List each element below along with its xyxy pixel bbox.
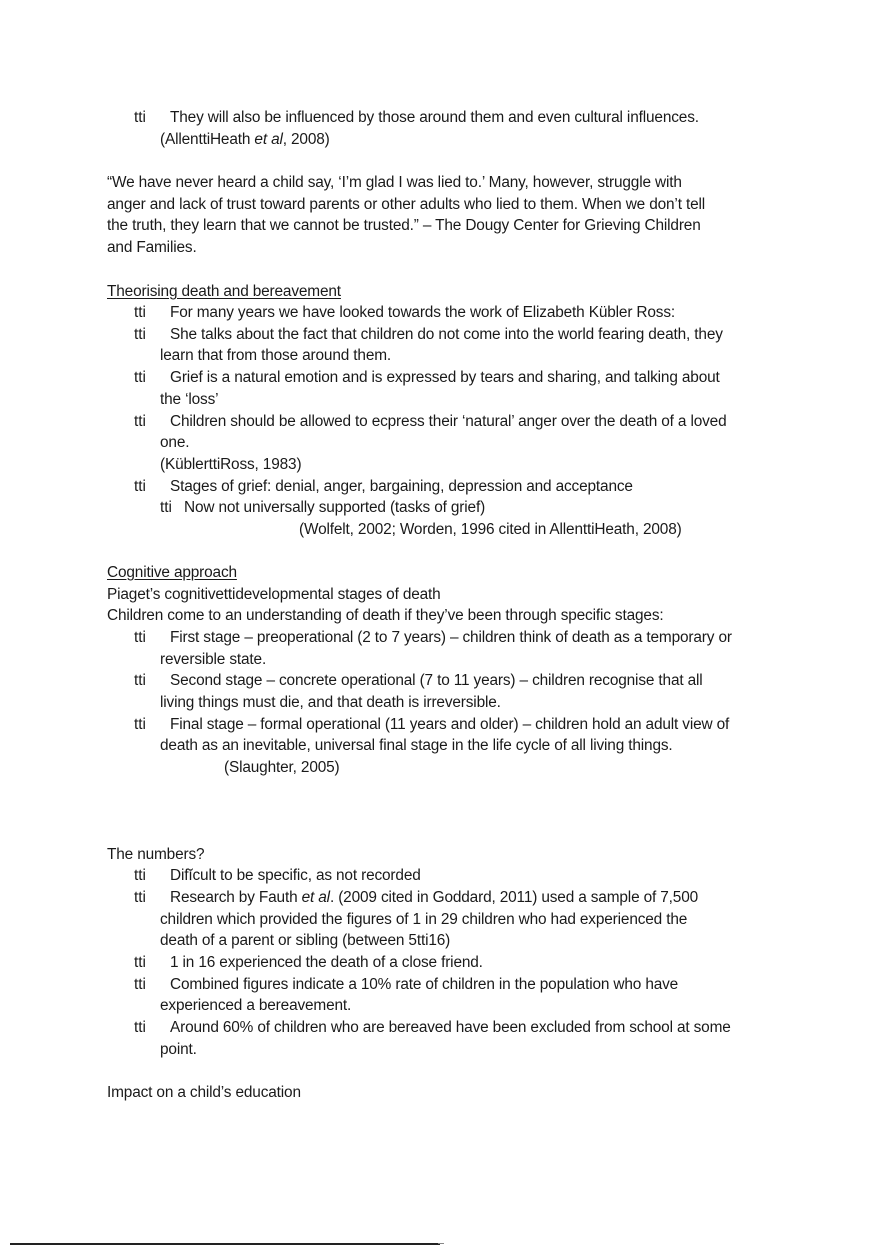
footer-rule-end (438, 1243, 444, 1244)
theorising-bullet: For many years we have looked towards the work of Elizabeth Kübler Ross: (170, 304, 676, 321)
bullet-glyph: tti (134, 109, 146, 126)
cognitive-bullet: Second stage – concrete operational (7 to 11 years) – children recognise that all (170, 672, 703, 689)
numbers-bullet: Difĭcult to be specific, as not recorded (170, 867, 421, 884)
bullet-glyph: tti (134, 889, 146, 906)
theorising-bullet: Grief is a natural emotion and is expressed by tears and sharing, and talking about (170, 369, 720, 386)
bullet-glyph: tti (134, 629, 146, 646)
numbers-bullet: Research by Fauth et al. (2009 cited in Goddard, 2011) used a sample of 7,500 (170, 889, 699, 906)
numbers-bullet: Combined figures indicate a 10% rate of children in the population who have (170, 976, 679, 993)
theorising-bullet-cont: learn that from those around them. (160, 347, 392, 364)
bullet-glyph: tti (134, 672, 146, 689)
theorising-bullet-cont: the ‘loss’ (160, 391, 219, 408)
section-heading-impact: Impact on a child’s education (107, 1084, 301, 1101)
bullet-glyph: tti (134, 954, 146, 971)
cognitive-bullet-cont: reversible state. (160, 651, 267, 668)
footer-rule (10, 1243, 440, 1245)
quote-line: anger and lack of trust toward parents or other adults who lied to them. When we don’t tell (107, 196, 706, 213)
bullet-glyph: tti (134, 867, 146, 884)
theorising-bullet: Children should be allowed to ecpress their ‘natural’ anger over the death of a loved (170, 413, 727, 430)
section-heading-numbers: The numbers? (107, 846, 205, 863)
intro-citation: (AllenttiHeath et al, 2008) (160, 131, 330, 148)
cognitive-bullet: First stage – preoperational (2 to 7 years) – children think of death as a temporary or (170, 629, 732, 646)
theorising-bullet: Stages of grief: denial, anger, bargaining, depression and acceptance (170, 478, 633, 495)
theorising-citation: (KüblerttiRoss, 1983) (160, 456, 302, 473)
theorising-bullet-cont: one. (160, 434, 190, 451)
numbers-bullet-cont: children which provided the figures of 1 in 29 children who had experienced the (160, 911, 688, 928)
quote-line: and Families. (107, 239, 197, 256)
cognitive-bullet: Final stage – formal operational (11 years and older) – children hold an adult view of (170, 716, 730, 733)
sub-bullet-glyph: tti (160, 499, 172, 516)
theorising-sub-bullet: Now not universally supported (tasks of grief) (184, 499, 486, 516)
intro-bullet-text: They will also be influenced by those around them and even cultural influences. (170, 109, 699, 126)
cognitive-intro: Children come to an understanding of death if they’ve been through specific stages: (107, 607, 664, 624)
numbers-bullet-cont: point. (160, 1041, 197, 1058)
bullet-glyph: tti (134, 716, 146, 733)
bullet-glyph: tti (134, 326, 146, 343)
cognitive-bullet-cont: death as an inevitable, universal final stage in the life cycle of all living things. (160, 737, 673, 754)
section-heading-cognitive: Cognitive approach (107, 564, 237, 581)
quote-line: the truth, they learn that we cannot be trusted.” – The Dougy Center for Grieving Children (107, 217, 701, 234)
bullet-glyph: tti (134, 478, 146, 495)
bullet-glyph: tti (134, 1019, 146, 1036)
numbers-bullet: 1 in 16 experienced the death of a close friend. (170, 954, 483, 971)
theorising-bullet: She talks about the fact that children do not come into the world fearing death, they (170, 326, 723, 343)
bullet-glyph: tti (134, 413, 146, 430)
theorising-citation: (Wolfelt, 2002; Worden, 1996 cited in AllenttiHeath, 2008) (299, 521, 682, 538)
bullet-glyph: tti (134, 976, 146, 993)
quote-line: “We have never heard a child say, ‘I’m glad I was lied to.’ Many, however, struggle with (107, 174, 682, 191)
section-heading-theorising: Theorising death and bereavement (107, 283, 341, 300)
numbers-bullet-cont: death of a parent or sibling (between 5tti16) (160, 932, 451, 949)
cognitive-bullet-cont: living things must die, and that death is irreversible. (160, 694, 501, 711)
cognitive-citation: (Slaughter, 2005) (224, 759, 340, 776)
numbers-bullet: Around 60% of children who are bereaved have been excluded from school at some (170, 1019, 731, 1036)
cognitive-subtitle: Piaget’s cognitivettidevelopmental stages of death (107, 586, 441, 603)
bullet-glyph: tti (134, 304, 146, 321)
bullet-glyph: tti (134, 369, 146, 386)
numbers-bullet-cont: experienced a bereavement. (160, 997, 352, 1014)
